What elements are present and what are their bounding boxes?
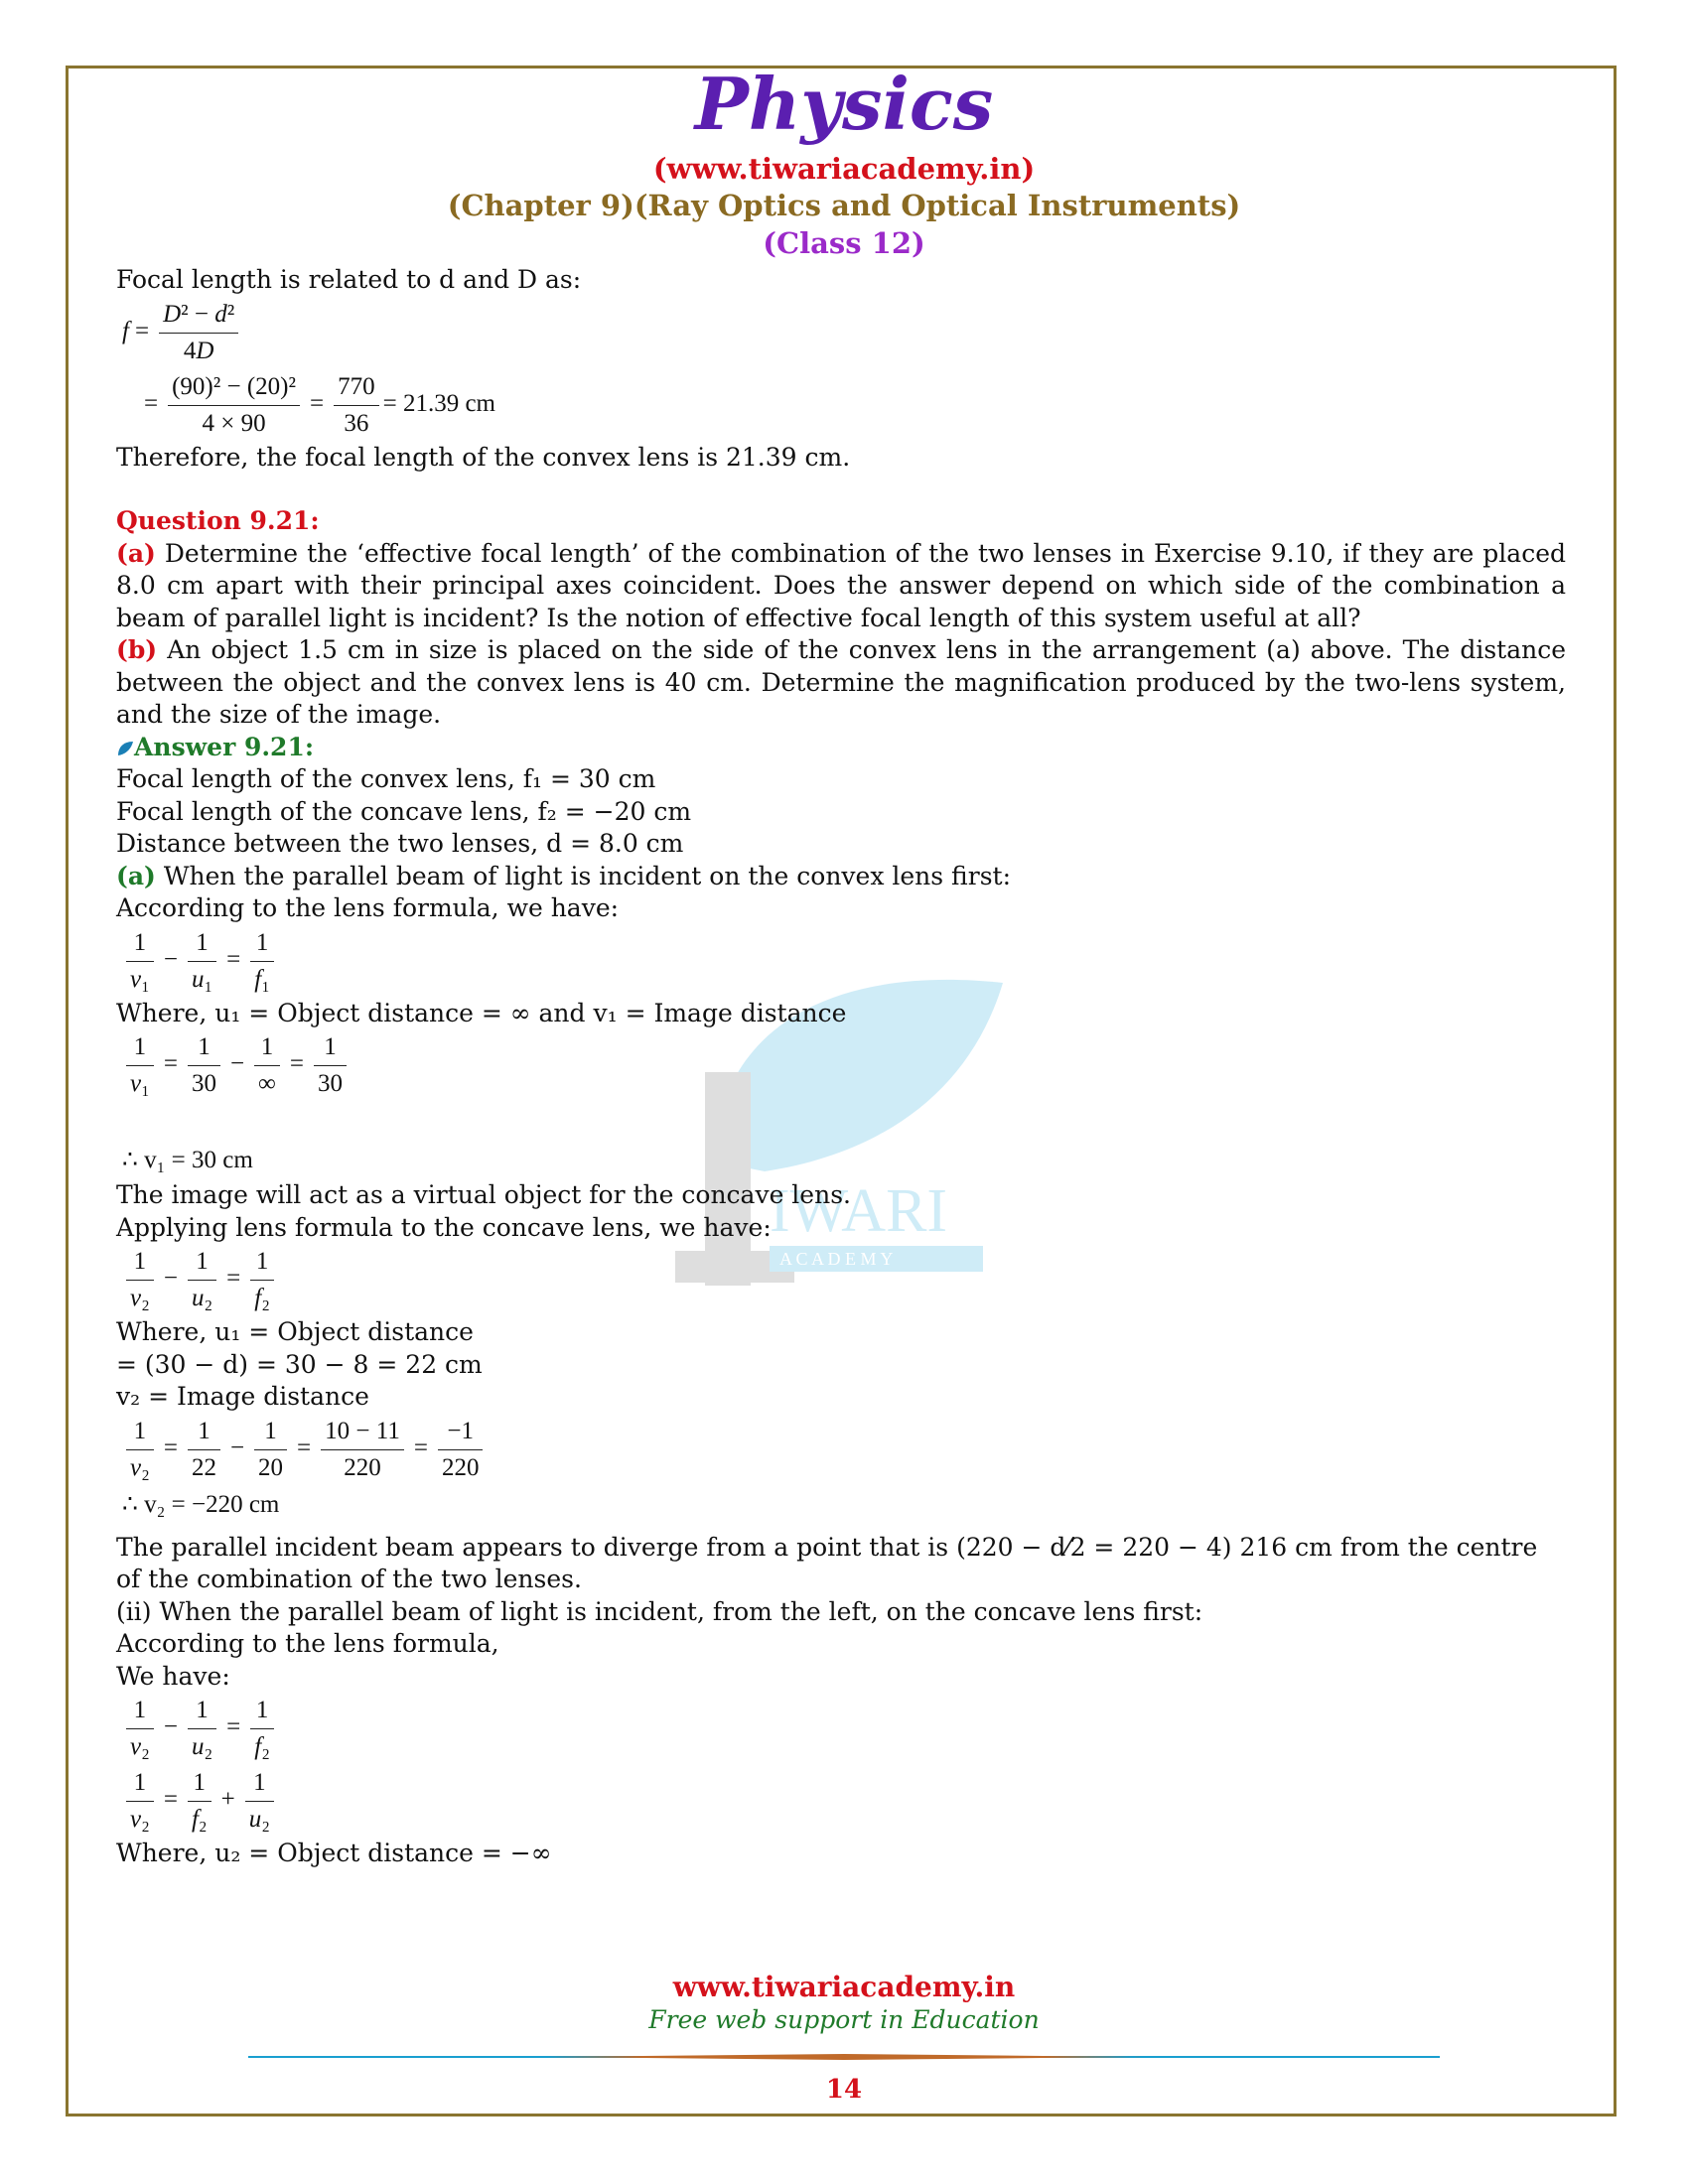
v2-image-distance: v₂ = Image distance [116, 1382, 369, 1411]
chapter-title: (Chapter 9)(Ray Optics and Optical Instruments) [447, 189, 1241, 222]
question-heading: Question 9.21: [116, 506, 320, 535]
answer-heading-row [116, 732, 1566, 764]
v1-result: ∴ v₁ = 30 cm [122, 1147, 253, 1173]
equation-lens-formula-4: $\frac{1}{\text{v₂}}$ = $\frac{1}{\text{f₂}}$ + $\frac{1}{\text{u₂}}$ [116, 1765, 1566, 1838]
answer-part-a-text: When the parallel beam of light is incident on the convex lens first: [163, 861, 1011, 890]
where-u2: Where, u₂ = Object distance = −∞ [116, 1839, 552, 1867]
diverge-math: (220 − d⁄2 = 220 − 4) [956, 1532, 1232, 1562]
footer-divider [248, 2054, 1440, 2060]
question-part-b-text: An object 1.5 cm in size is placed on the side of the convex lens in the arrangement (a) above. The distance between the object and the convex lens is 40 cm. Determine the magnification produced by the two-lens system, and the size of the image. [116, 635, 1566, 729]
equation-lens-formula-2: $\frac{1}{\text{v₂}}$ − $\frac{1}{\text{u₂}}$ = $\frac{1}{\text{f₂}}$ [116, 1244, 1566, 1316]
answer-line-f1: Focal length of the convex lens, f₁ = 30 cm [116, 764, 656, 793]
question-part-b [116, 634, 1566, 732]
lens-formula-intro: According to the lens formula, we have: [116, 893, 620, 922]
focal-conclusion: Therefore, the focal length of the convex lens is 21.39 cm. [116, 442, 851, 472]
page-number: 14 [825, 2075, 863, 2105]
equation-v1: $\frac{1}{\text{v₁}}$ = $\frac{1}{30}$ − 1 ∞ = $\frac{1}{30}$ [116, 1029, 1566, 1102]
page-title: Physics [694, 62, 994, 146]
where-u1: Where, u₁ = Object distance = ∞ and v₁ = Image distance [116, 998, 847, 1027]
footer-website[interactable]: www.tiwariacademy.in [672, 1971, 1016, 2003]
answer-heading: Answer 9.21: [134, 732, 315, 761]
question-part-a [116, 538, 1566, 635]
focal-result: = 21.39 cm [382, 389, 496, 417]
v2-result: ∴ v₂ = −220 cm [122, 1490, 280, 1518]
diverge-text [116, 1532, 1566, 1596]
question-part-b-label: (b) [116, 635, 158, 664]
applying-text: Applying lens formula to the concave lens, we have: [116, 1212, 772, 1242]
virtual-object-text: The image will act as a virtual object for the concave lens. [116, 1180, 851, 1209]
equation-v2: $\frac{1}{\text{v₂}}$ = $\frac{1}{22}$ − $\frac{1}{20}$ = $\frac{10 - 11}{220}$ = $\frac{-1}{220}$ [116, 1414, 1566, 1486]
header-website[interactable]: (www.tiwariacademy.in) [652, 152, 1036, 186]
answer-part-a [116, 861, 1566, 893]
answer-line-f2: Focal length of the concave lens, f₂ = −20 cm [116, 796, 692, 826]
equation-focal-formula: f = $\frac{\text{D² − d²}}{4D}$ [116, 297, 1566, 369]
where-object-distance: Where, u₁ = Object distance [116, 1317, 474, 1346]
question-part-a-label: (a) [116, 538, 156, 568]
diverge-prefix: The parallel incident beam appears to diverge from a point that is [116, 1532, 949, 1562]
lens-formula-2-intro: According to the lens formula, [116, 1629, 499, 1658]
we-have-text: We have: [116, 1661, 230, 1691]
page-content [116, 264, 1566, 1870]
answer-part-a-label: (a) [116, 861, 156, 890]
class-label: (Class 12) [763, 226, 925, 260]
equation-lens-formula-3: $\frac{1}{\text{v₂}}$ − $\frac{1}{\text{u₂}}$ = $\frac{1}{\text{f₂}}$ [116, 1693, 1566, 1765]
answer-line-d: Distance between the two lenses, d = 8.0 cm [116, 829, 684, 858]
focal-intro: Focal length is related to d and D as: [116, 265, 582, 294]
diverge-suffix: 216 cm from the centre of the combination of the two lenses. [116, 1532, 1538, 1593]
question-part-a-text: Determine the ‘effective focal length’ of the combination of the two lenses in Exercise 9.10, if they are placed 8.0 cm apart with their principal axes coincident. Does the answer depend on which side of the combination a beam of parallel light is incident? Is the notion of effective focal length of this system useful at all? [116, 538, 1566, 632]
equation-focal-values: = $\frac{\text{(90)² − (20)²}}{4 \times 90}$ = $\frac{770}{36}$ = 21.39 cm [116, 369, 1566, 442]
part-ii-text: (ii) When the parallel beam of light is incident, from the left, on the concave lens first: [116, 1596, 1203, 1626]
watermark-name: IWARI [770, 1177, 948, 1245]
object-distance-value: = (30 − d) = 30 − 8 = 22 cm [116, 1349, 483, 1379]
footer-tagline: Free web support in Education [648, 2005, 1040, 2034]
equation-lens-formula-1: $\frac{1}{\text{v₁}}$ − $\frac{1}{\text{u₁}}$ = $\frac{1}{\text{f₁}}$ [116, 925, 1566, 998]
watermark-sub: A C A D E M Y [779, 1249, 894, 1269]
leaf-icon [116, 740, 134, 757]
